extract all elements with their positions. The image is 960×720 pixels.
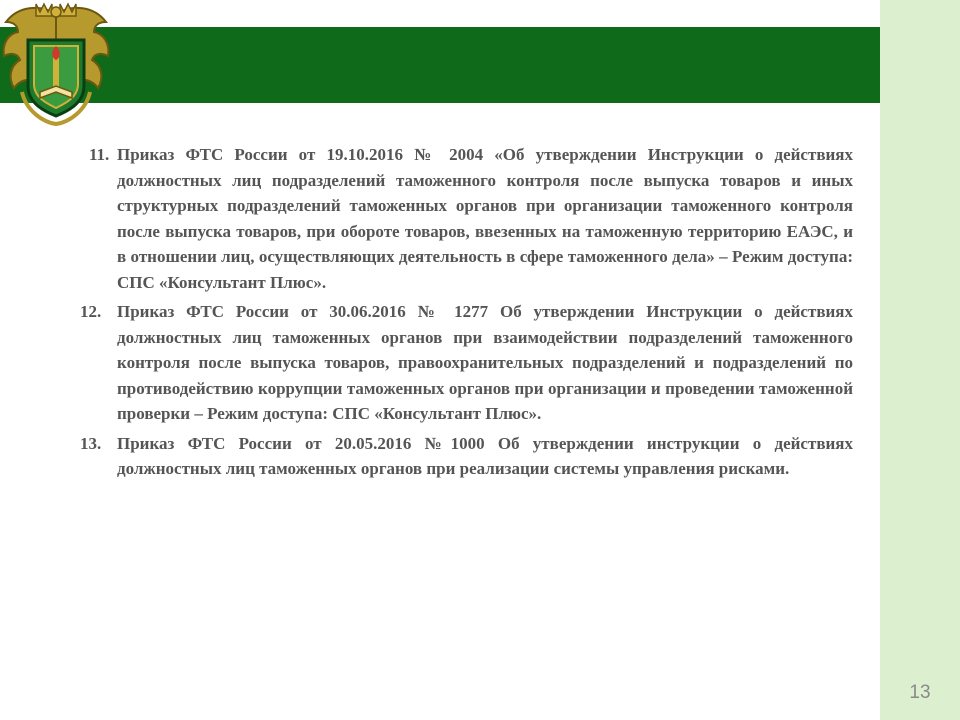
page-number: 13 (909, 682, 931, 703)
item-number: 12. (80, 302, 102, 321)
item-number: 13. (80, 433, 102, 453)
customs-emblem-icon (0, 0, 112, 128)
header-band (0, 27, 880, 103)
list-item (80, 299, 853, 427)
item-text: Приказ ФТС России от 19.10.2016 № 2004 «Об утверждении Инструкции о действиях должностных лиц подразделений таможенного контроля после выпуска товаров и иных структурных подразделений таможенных органов при организации таможенного контроля после выпуска товаров, при обороте товаров, ввезенных на таможенную территорию ЕАЭС, и в отношении лиц, осуществляющих деятельность в сфере таможенного дела» – Режим доступа: СПС «Консультант Плюс». (117, 145, 853, 292)
item-text: Приказ ФТС России от 30.06.2016 № 1277 Об утверждении Инструкции о действиях должностных лиц таможенных органов при взаимодействии подразделений таможенного контроля после выпуска товаров, правоохранительных подразделений и подразделений по противодействию коррупции таможенных органов при организации и проведении таможенной проверки – Режим доступа: СПС «Консультант Плюс». (117, 302, 853, 423)
right-side-strip (880, 0, 960, 720)
emblem-crowns (36, 4, 76, 17)
reference-list (80, 142, 853, 486)
list-item (80, 142, 853, 295)
list-item (80, 431, 853, 482)
item-number: 11. (89, 145, 110, 164)
item-text: Приказ ФТС России от 20.05.2016 №1000 Об утверждении инструкции о действиях должностных лиц таможенных органов при реализации системы управления рисками. (117, 433, 853, 478)
